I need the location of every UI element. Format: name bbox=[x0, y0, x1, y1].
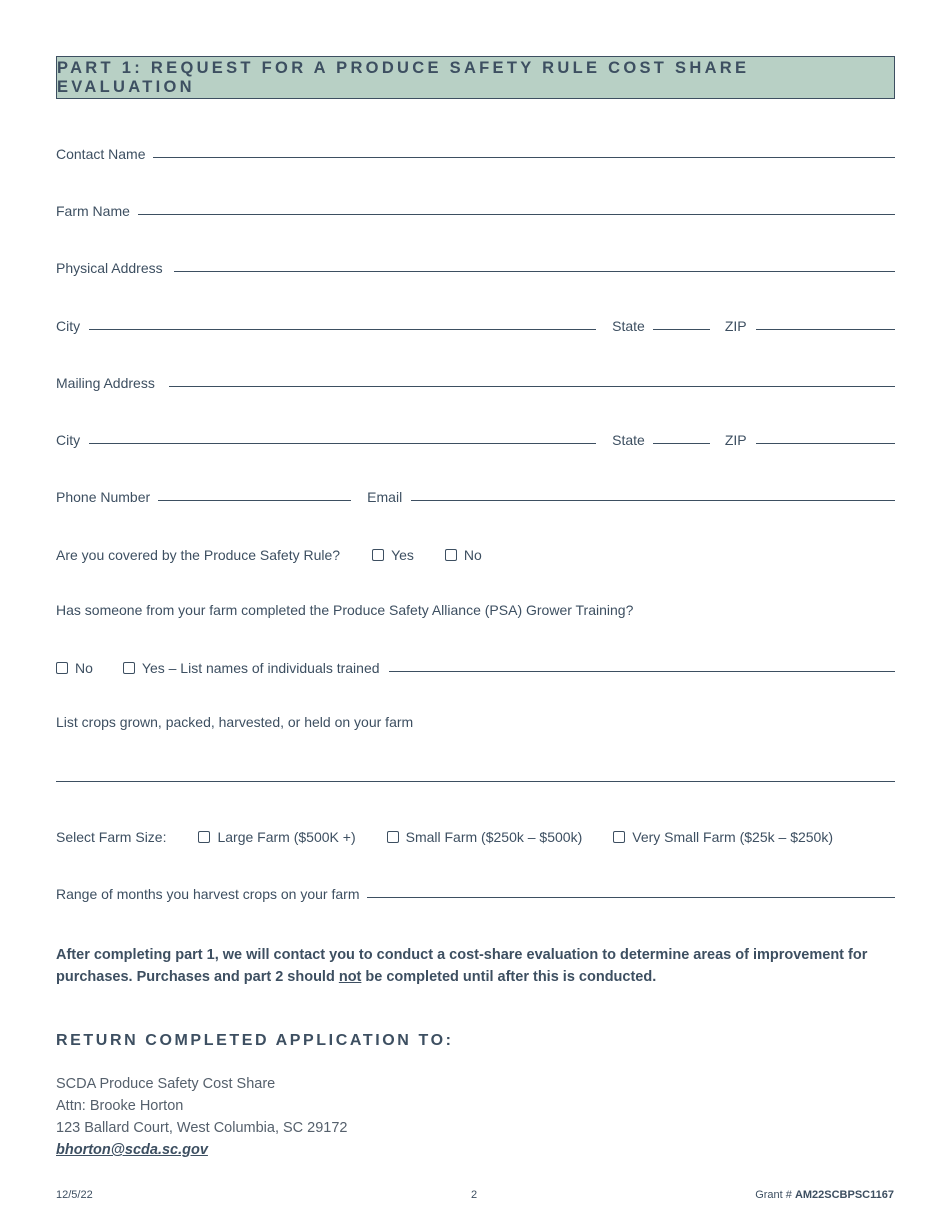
mailing-address-field[interactable] bbox=[169, 386, 895, 387]
farm-size-large-option[interactable] bbox=[198, 829, 355, 847]
mailing-address-row bbox=[56, 369, 895, 393]
return-address-line1: SCDA Produce Safety Cost Share bbox=[56, 1076, 276, 1092]
mailing-state-label: State bbox=[612, 432, 645, 448]
return-address-line3: 123 Ballard Court, West Columbia, SC 29172 bbox=[56, 1120, 348, 1136]
farm-size-large-label: Large Farm ($500K +) bbox=[217, 829, 356, 845]
psr-no-checkbox[interactable] bbox=[445, 549, 457, 561]
physical-zip-field[interactable] bbox=[756, 329, 895, 330]
farm-size-very-small-checkbox[interactable] bbox=[613, 831, 625, 843]
farm-size-small-label: Small Farm ($250k – $500k) bbox=[405, 829, 583, 845]
farm-name-field[interactable] bbox=[138, 214, 895, 215]
psa-no-label: No bbox=[75, 660, 93, 676]
psr-yes-option[interactable] bbox=[372, 547, 414, 565]
notice-text-part1: After completing part 1, we will contact you to conduct a cost-share evaluation to determine areas of improvement for purchases. Purchases and part 2 should bbox=[56, 947, 868, 985]
physical-state-label: State bbox=[612, 318, 645, 334]
return-address bbox=[56, 1073, 348, 1161]
section-title: PART 1: REQUEST FOR A PRODUCE SAFETY RULE COST SHARE EVALUATION bbox=[57, 58, 750, 96]
crops-field[interactable] bbox=[56, 781, 895, 782]
physical-city-label: City bbox=[56, 318, 81, 334]
phone-number-field[interactable] bbox=[158, 500, 351, 501]
mailing-city-field[interactable] bbox=[89, 443, 596, 444]
psa-training-question: Has someone from your farm completed the Produce Safety Alliance (PSA) Grower Training? bbox=[56, 602, 634, 618]
return-heading: RETURN COMPLETED APPLICATION TO: bbox=[56, 1032, 454, 1049]
physical-address-label: Physical Address bbox=[56, 260, 163, 276]
mailing-city-row bbox=[56, 426, 895, 450]
psa-training-row bbox=[56, 654, 895, 678]
physical-state-field[interactable] bbox=[653, 329, 710, 330]
farm-name-row bbox=[56, 197, 895, 221]
psr-no-option[interactable] bbox=[445, 547, 482, 565]
farm-size-row bbox=[56, 823, 895, 847]
harvest-months-field[interactable] bbox=[367, 897, 895, 898]
return-email-link[interactable]: bhorton@scda.sc.gov bbox=[56, 1142, 208, 1158]
footer-grant-prefix: Grant # bbox=[755, 1189, 795, 1201]
mailing-zip-label: ZIP bbox=[724, 432, 747, 448]
farm-size-label: Select Farm Size: bbox=[56, 829, 167, 845]
notice-emphasis: not bbox=[338, 969, 362, 985]
physical-address-row bbox=[56, 254, 895, 278]
psa-yes-checkbox[interactable] bbox=[123, 662, 135, 674]
footer-page-number: 2 bbox=[471, 1189, 478, 1201]
crops-question: List crops grown, packed, harvested, or held on your farm bbox=[56, 714, 414, 730]
contact-name-row bbox=[56, 140, 895, 164]
psr-coverage-row bbox=[56, 541, 895, 565]
phone-email-row bbox=[56, 483, 895, 507]
footer-date: 12/5/22 bbox=[56, 1189, 93, 1201]
email-label: Email bbox=[367, 489, 403, 505]
notice-paragraph bbox=[56, 944, 896, 988]
physical-zip-label: ZIP bbox=[724, 318, 747, 334]
return-address-line2: Attn: Brooke Horton bbox=[56, 1098, 184, 1114]
trained-individuals-field[interactable] bbox=[389, 671, 895, 672]
psa-yes-label: Yes – List names of individuals trained bbox=[141, 660, 380, 676]
contact-name-field[interactable] bbox=[153, 157, 895, 158]
farm-name-label: Farm Name bbox=[56, 203, 130, 219]
footer-grant bbox=[755, 1189, 894, 1201]
section-title-bar bbox=[56, 56, 895, 99]
mailing-state-field[interactable] bbox=[653, 443, 710, 444]
footer-grant-number: AM22SCBPSC1167 bbox=[794, 1189, 894, 1201]
contact-name-label: Contact Name bbox=[56, 146, 146, 162]
farm-size-very-small-label: Very Small Farm ($25k – $250k) bbox=[632, 829, 833, 845]
psr-yes-checkbox[interactable] bbox=[372, 549, 384, 561]
phone-number-label: Phone Number bbox=[56, 489, 151, 505]
psa-no-option[interactable] bbox=[56, 660, 93, 678]
mailing-address-label: Mailing Address bbox=[56, 375, 155, 391]
psr-no-label: No bbox=[463, 547, 482, 563]
farm-size-small-checkbox[interactable] bbox=[387, 831, 399, 843]
physical-city-row bbox=[56, 312, 895, 336]
harvest-months-label: Range of months you harvest crops on your farm bbox=[56, 886, 360, 902]
physical-city-field[interactable] bbox=[89, 329, 596, 330]
email-field[interactable] bbox=[411, 500, 895, 501]
mailing-zip-field[interactable] bbox=[756, 443, 895, 444]
farm-size-very-small-option[interactable] bbox=[613, 829, 833, 847]
physical-address-field[interactable] bbox=[174, 271, 895, 272]
psr-coverage-question: Are you covered by the Produce Safety Rule? bbox=[56, 547, 341, 563]
psa-no-checkbox[interactable] bbox=[56, 662, 68, 674]
mailing-city-label: City bbox=[56, 432, 81, 448]
farm-size-small-option[interactable] bbox=[387, 829, 583, 847]
harvest-months-row bbox=[56, 880, 895, 904]
psa-yes-option[interactable] bbox=[123, 660, 380, 678]
farm-size-large-checkbox[interactable] bbox=[198, 831, 210, 843]
psr-yes-label: Yes bbox=[391, 547, 414, 563]
notice-text-part2: be completed until after this is conducted. bbox=[361, 969, 657, 985]
